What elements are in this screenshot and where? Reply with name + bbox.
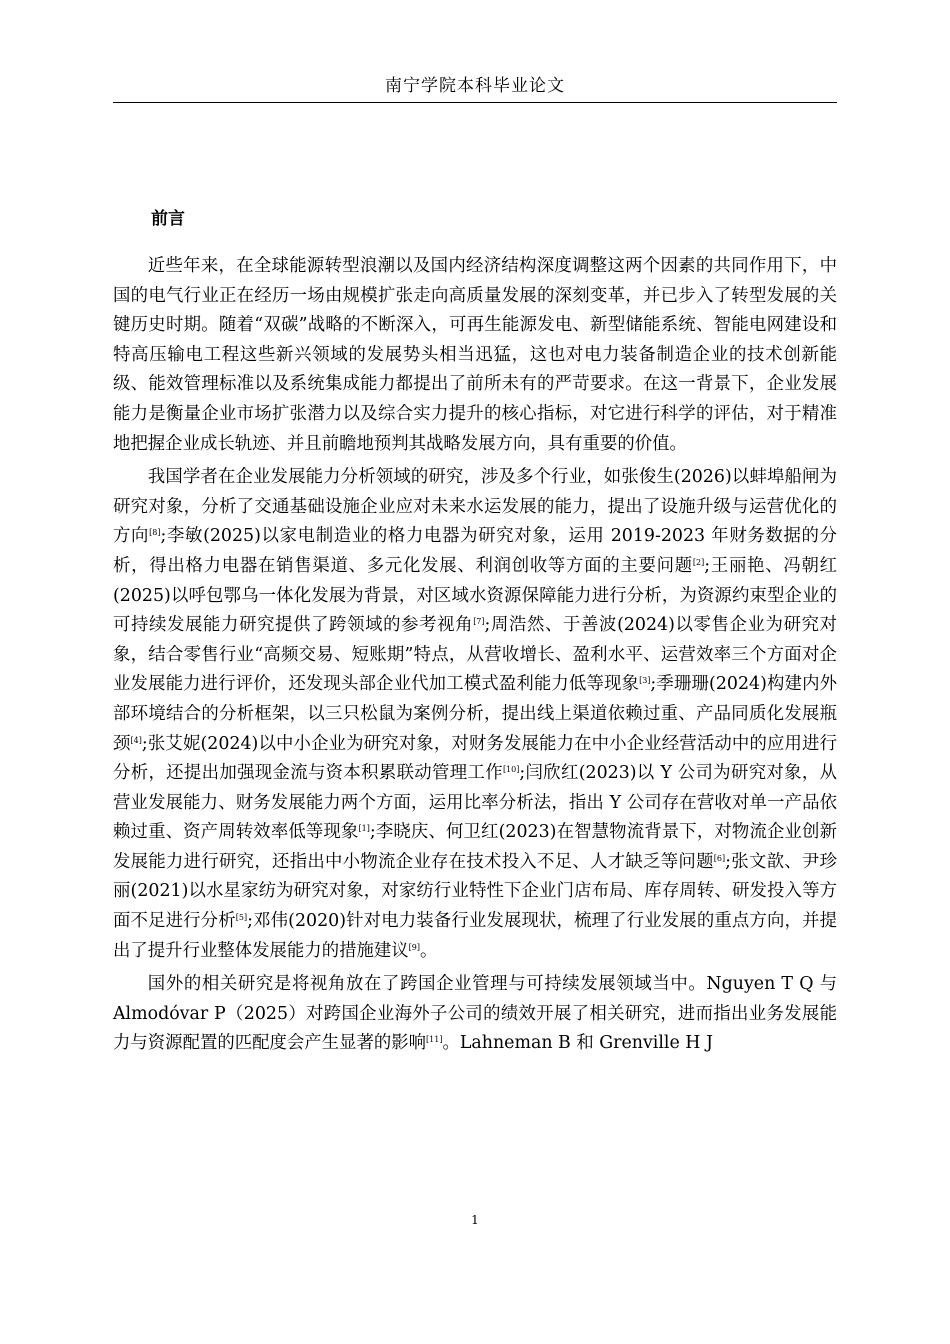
- paragraph-text: ;张艾妮(2024)以中小企业为研究对象，对财务发展能力在中小企业经营活动中的应用进行分析，还提出加强现金流与资本积累联动管理工作: [113, 733, 837, 784]
- paragraph-text: ;张文歆、尹珍丽(2021)以水星家纺为研究对象，对家纺行业特性下企业门店布局、库存周转、研发投入等方面不足进行分析: [113, 851, 837, 932]
- citation-marker: [8]: [149, 528, 161, 538]
- page-number: 1: [471, 1213, 479, 1227]
- paragraph-text: ;李晓庆、何卫红(2023)在智慧物流背景下，对物流企业创新发展能力进行研究，还指出中小物流企业存在技术投入不足、人才缺乏等问题: [113, 822, 837, 872]
- citation-marker: [2]: [692, 557, 705, 567]
- paragraph-text: 近些年来，在全球能源转型浪潮以及国内经济结构深度调整这两个因素的共同作用下，中国的电气行业正在经历一场由规模扩张走向高质量发展的深刻变革，并已步入了转型发展的关键历史时期。随着“双碳”战略的不断深入，可再生能源发电、新型储能系统、智能电网建设和特高压输电工程这些新兴领域的发展势头相当迅猛，这也对电力装备制造企业的技术创新能级、能效管理标准以及系统集成能力都提出了前所未有的严苛要求。在这一背景下，企业发展能力是衡量企业市场扩张潜力以及综合实力提升的核心指标，对它进行科学的评估，对于精准地把握企业成长轨迹、并且前瞻地预判其战略发展方向，具有重要的价值。: [113, 256, 837, 454]
- running-header: 南宁学院本科毕业论文: [385, 76, 565, 96]
- paragraph-text: ;季珊珊(2024)构建内外部环境结合的分析框架，以三只松鼠为案例分析，提出线上渠道依赖过重、产品同质化发展瓶颈: [113, 674, 838, 754]
- paragraph-text: ;闫欣红(2023)以 Y 公司为研究对象，从营业发展能力、财务发展能力两个方面，运用比率分析法，指出 Y 公司存在营收对单一产品依赖过重、资产周转效率低等现象: [113, 763, 837, 843]
- paragraph: [113, 252, 837, 459]
- citation-marker: [11]: [426, 1035, 443, 1045]
- citation-marker: [4]: [130, 735, 142, 745]
- section-heading: 前言: [151, 209, 185, 229]
- paragraph-text: 。: [420, 940, 438, 961]
- paragraph-text: ;王丽艳、冯朝红(2025)以呼包鄂乌一体化发展为背景，对区域水资源保障能力进行分析，为资源约束型企业的可持续发展能力研究提供了跨领域的参考视角: [113, 555, 837, 636]
- citation-marker: [1]: [358, 824, 370, 834]
- header-rule: [113, 102, 837, 103]
- paragraph-text: ;邓伟(2020)针对电力装备行业发展现状，梳理了行业发展的重点方向，并提出了提升行业整体发展能力的措施建议: [113, 911, 837, 961]
- body-text: [113, 252, 837, 1063]
- paragraph-text: 。Lahneman B 和 Grenville H J: [442, 1033, 713, 1054]
- citation-marker: [10]: [502, 765, 520, 775]
- paragraph-text: ;周浩然、于善波(2024)以零售企业为研究对象，结合零售行业“高频交易、短账期”特点，从营收增长、盈利水平、运营效率三个方面对企业发展能力进行评价，还发现头部企业代加工模式盈利能力低等现象: [113, 615, 837, 695]
- citation-marker: [3]: [639, 676, 651, 686]
- citation-marker: [7]: [473, 617, 485, 627]
- citation-marker: [6]: [713, 853, 726, 863]
- paragraph: [113, 970, 837, 1059]
- citation-marker: [5]: [235, 913, 248, 923]
- citation-marker: [9]: [408, 942, 420, 952]
- paragraph-text: 我国学者在企业发展能力分析领域的研究，涉及多个行业，如张俊生(2026)以蚌埠船闸为研究对象，分析了交通基础设施企业应对未来水运发展的能力，提出了设施升级与运营优化的方向: [113, 467, 837, 547]
- paragraph: [113, 463, 837, 966]
- paragraph-text: ;李敏(2025)以家电制造业的格力电器为研究对象，运用 2019-2023 年财务数据的分析，得出格力电器在销售渠道、多元化发展、利润创收等方面的主要问题: [113, 526, 837, 576]
- paragraph-text: 国外的相关研究是将视角放在了跨国企业管理与可持续发展领域当中。Nguyen T Q 与 Almodóvar P（2025）对跨国企业海外子公司的绩效开展了相关研究，进而指出业务发展能力与资源配置的匹配度会产生显著的影响: [113, 974, 837, 1054]
